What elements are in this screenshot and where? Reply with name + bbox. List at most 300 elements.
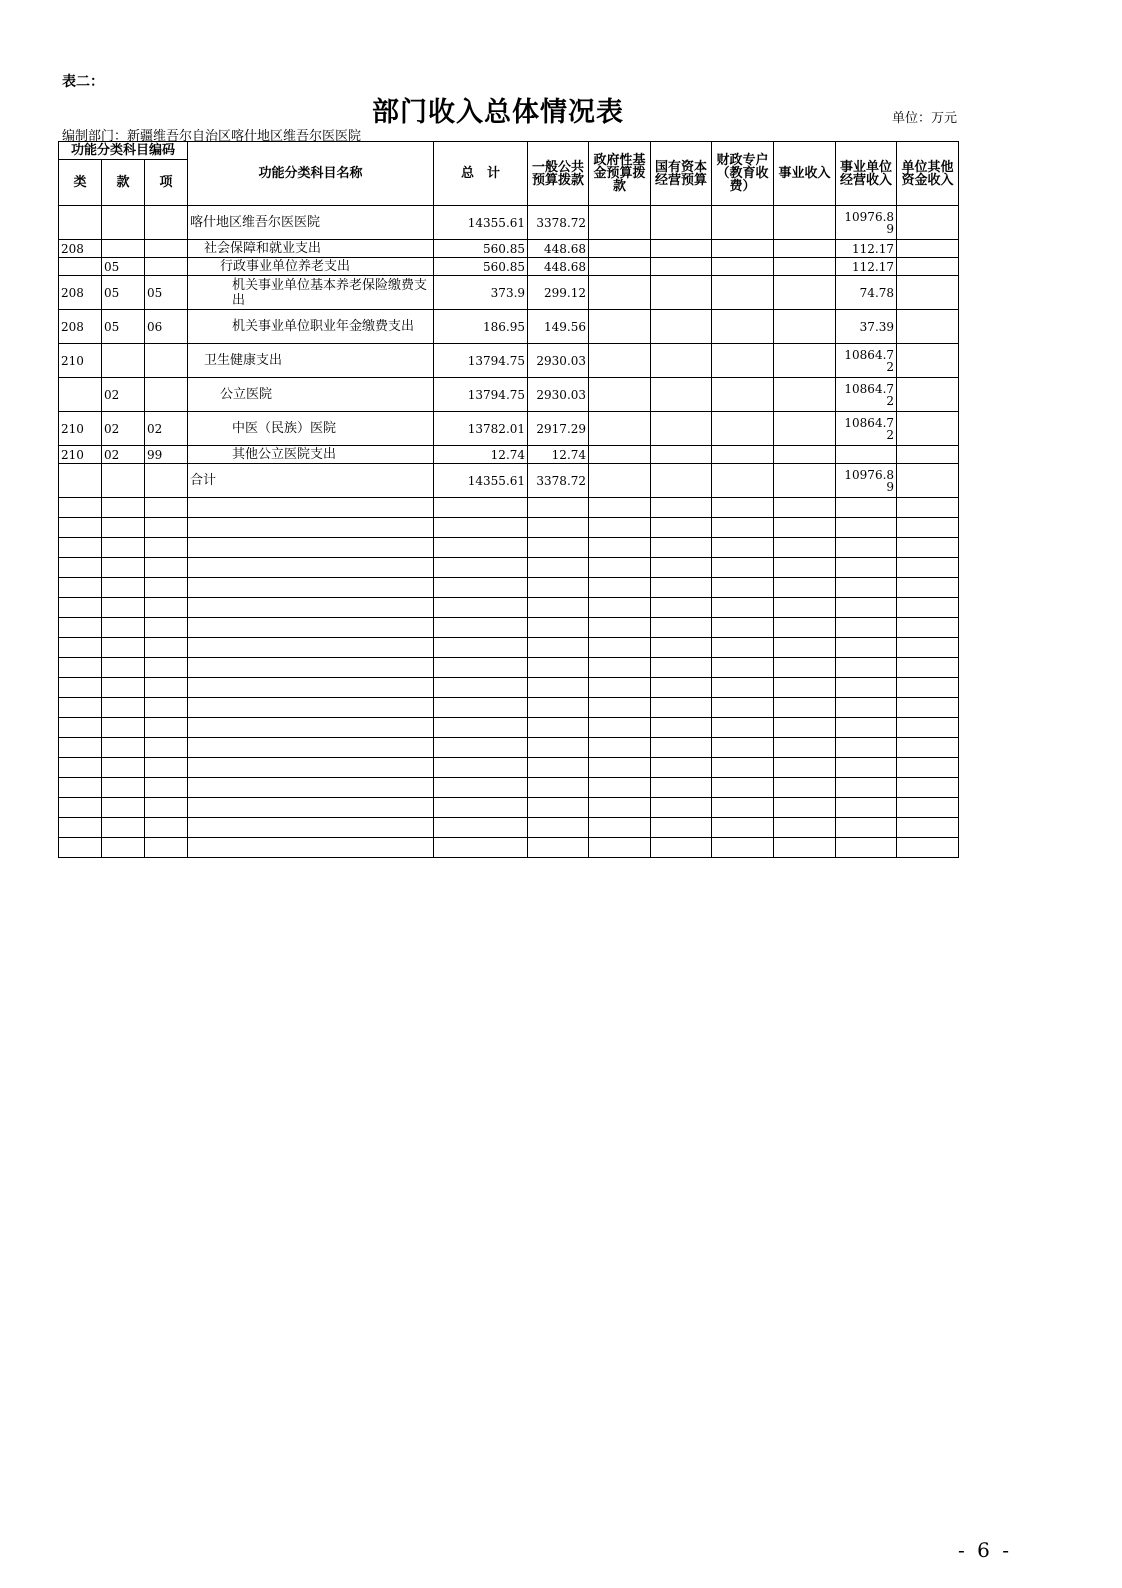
empty-cell xyxy=(59,698,102,718)
empty-cell xyxy=(188,758,434,778)
empty-cell xyxy=(897,558,959,578)
table-row xyxy=(59,310,959,344)
lei-code-cell xyxy=(59,378,102,412)
empty-cell xyxy=(59,718,102,738)
xiang-code-cell xyxy=(145,258,188,276)
xiang-code-cell xyxy=(145,464,188,498)
empty-cell xyxy=(651,578,712,598)
empty-cell xyxy=(589,818,651,838)
business-operation-cell: 10864.72 xyxy=(836,412,897,446)
empty-cell xyxy=(59,818,102,838)
empty-cell xyxy=(434,738,528,758)
empty-cell xyxy=(651,838,712,858)
empty-table-row xyxy=(59,518,959,538)
empty-cell xyxy=(712,678,774,698)
empty-cell xyxy=(836,718,897,738)
empty-table-row xyxy=(59,678,959,698)
empty-cell xyxy=(651,538,712,558)
fiscal-special-column-header: 财政专户（教育收费） xyxy=(712,142,774,206)
empty-cell xyxy=(528,498,589,518)
empty-cell xyxy=(774,738,836,758)
lei-code-cell: 210 xyxy=(59,344,102,378)
empty-cell xyxy=(528,678,589,698)
empty-cell xyxy=(836,698,897,718)
empty-cell xyxy=(102,678,145,698)
empty-cell xyxy=(651,698,712,718)
empty-cell xyxy=(836,618,897,638)
other-funds-cell xyxy=(897,412,959,446)
business-operation-cell: 74.78 xyxy=(836,276,897,310)
empty-cell xyxy=(102,738,145,758)
state-capital-cell xyxy=(651,206,712,240)
page-title: 部门收入总体情况表 xyxy=(372,97,624,128)
total-cell: 560.85 xyxy=(434,258,528,276)
empty-cell xyxy=(589,838,651,858)
business-operation-column-header: 事业单位经营收入 xyxy=(836,142,897,206)
empty-cell xyxy=(102,538,145,558)
empty-cell xyxy=(528,758,589,778)
gov-fund-cell xyxy=(589,344,651,378)
empty-cell xyxy=(528,778,589,798)
other-funds-cell xyxy=(897,464,959,498)
empty-cell xyxy=(651,818,712,838)
empty-cell xyxy=(712,578,774,598)
empty-cell xyxy=(897,818,959,838)
empty-cell xyxy=(712,738,774,758)
name-column-header: 功能分类科目名称 xyxy=(188,142,434,206)
business-income-cell xyxy=(774,240,836,258)
total-cell: 13794.75 xyxy=(434,378,528,412)
business-operation-cell xyxy=(836,446,897,464)
empty-cell xyxy=(188,538,434,558)
empty-cell xyxy=(434,678,528,698)
empty-cell xyxy=(145,818,188,838)
empty-cell xyxy=(59,618,102,638)
empty-cell xyxy=(188,638,434,658)
total-cell: 13794.75 xyxy=(434,344,528,378)
empty-cell xyxy=(589,618,651,638)
empty-cell xyxy=(774,618,836,638)
empty-cell xyxy=(836,738,897,758)
empty-cell xyxy=(712,798,774,818)
empty-cell xyxy=(897,618,959,638)
kuan-code-cell: 02 xyxy=(102,412,145,446)
empty-cell xyxy=(589,678,651,698)
empty-cell xyxy=(188,558,434,578)
empty-cell xyxy=(589,698,651,718)
total-column-header: 总 计 xyxy=(434,142,528,206)
subject-name-cell: 行政事业单位养老支出 xyxy=(188,258,434,276)
business-income-column-header: 事业收入 xyxy=(774,142,836,206)
empty-cell xyxy=(774,598,836,618)
empty-cell xyxy=(145,538,188,558)
xiang-code-cell: 02 xyxy=(145,412,188,446)
other-funds-cell xyxy=(897,240,959,258)
state-capital-cell xyxy=(651,412,712,446)
state-capital-cell xyxy=(651,310,712,344)
total-cell: 373.9 xyxy=(434,276,528,310)
empty-cell xyxy=(528,558,589,578)
empty-cell xyxy=(897,518,959,538)
empty-cell xyxy=(589,498,651,518)
xiang-code-cell: 99 xyxy=(145,446,188,464)
code-group-header: 功能分类科目编码 xyxy=(59,142,188,160)
xiang-code-cell: 05 xyxy=(145,276,188,310)
business-income-cell xyxy=(774,344,836,378)
state-capital-cell xyxy=(651,446,712,464)
subject-name-cell: 社会保障和就业支出 xyxy=(188,240,434,258)
empty-cell xyxy=(589,718,651,738)
empty-cell xyxy=(712,598,774,618)
state-capital-cell xyxy=(651,258,712,276)
empty-cell xyxy=(434,658,528,678)
total-cell: 560.85 xyxy=(434,240,528,258)
empty-cell xyxy=(589,738,651,758)
empty-cell xyxy=(145,598,188,618)
business-income-cell xyxy=(774,464,836,498)
empty-cell xyxy=(188,698,434,718)
empty-table-row xyxy=(59,818,959,838)
fiscal-special-cell xyxy=(712,258,774,276)
income-summary-table xyxy=(58,141,959,858)
business-income-cell xyxy=(774,276,836,310)
empty-cell xyxy=(897,738,959,758)
xiang-code-cell xyxy=(145,344,188,378)
other-funds-cell xyxy=(897,258,959,276)
other-funds-cell xyxy=(897,446,959,464)
empty-cell xyxy=(589,598,651,618)
empty-cell xyxy=(897,678,959,698)
business-income-cell xyxy=(774,446,836,464)
empty-cell xyxy=(102,498,145,518)
kuan-code-cell: 02 xyxy=(102,378,145,412)
business-income-cell xyxy=(774,206,836,240)
empty-cell xyxy=(774,818,836,838)
empty-cell xyxy=(59,758,102,778)
empty-cell xyxy=(434,498,528,518)
empty-cell xyxy=(774,658,836,678)
empty-cell xyxy=(145,778,188,798)
empty-cell xyxy=(145,518,188,538)
empty-table-row xyxy=(59,498,959,518)
empty-cell xyxy=(528,698,589,718)
table-row xyxy=(59,258,959,276)
empty-cell xyxy=(59,838,102,858)
gov-fund-column-header: 政府性基金预算拨款 xyxy=(589,142,651,206)
empty-cell xyxy=(434,818,528,838)
empty-cell xyxy=(188,798,434,818)
empty-table-row xyxy=(59,738,959,758)
empty-cell xyxy=(774,558,836,578)
empty-cell xyxy=(434,618,528,638)
other-funds-cell xyxy=(897,206,959,240)
empty-cell xyxy=(897,598,959,618)
subject-name-cell: 卫生健康支出 xyxy=(188,344,434,378)
empty-cell xyxy=(102,578,145,598)
empty-cell xyxy=(434,638,528,658)
business-operation-cell: 10864.72 xyxy=(836,344,897,378)
table-row xyxy=(59,206,959,240)
empty-cell xyxy=(897,758,959,778)
empty-cell xyxy=(528,538,589,558)
subject-name-cell: 机关事业单位职业年金缴费支出 xyxy=(188,310,434,344)
empty-cell xyxy=(145,638,188,658)
other-funds-cell xyxy=(897,276,959,310)
empty-cell xyxy=(589,558,651,578)
empty-cell xyxy=(712,718,774,738)
empty-cell xyxy=(836,498,897,518)
lei-code-cell: 208 xyxy=(59,276,102,310)
empty-cell xyxy=(651,778,712,798)
empty-table-row xyxy=(59,578,959,598)
empty-cell xyxy=(188,598,434,618)
empty-cell xyxy=(651,678,712,698)
empty-cell xyxy=(188,518,434,538)
empty-cell xyxy=(712,778,774,798)
subject-name-cell: 其他公立医院支出 xyxy=(188,446,434,464)
empty-table-row xyxy=(59,658,959,678)
empty-cell xyxy=(102,718,145,738)
empty-cell xyxy=(897,718,959,738)
empty-cell xyxy=(188,718,434,738)
gov-fund-cell xyxy=(589,378,651,412)
state-capital-cell xyxy=(651,464,712,498)
table-row xyxy=(59,378,959,412)
empty-cell xyxy=(836,658,897,678)
empty-cell xyxy=(59,558,102,578)
empty-cell xyxy=(188,578,434,598)
empty-cell xyxy=(434,798,528,818)
general-public-cell: 448.68 xyxy=(528,240,589,258)
total-cell: 14355.61 xyxy=(434,464,528,498)
empty-cell xyxy=(102,838,145,858)
empty-cell xyxy=(836,838,897,858)
subject-name-cell: 中医（民族）医院 xyxy=(188,412,434,446)
empty-cell xyxy=(528,838,589,858)
business-income-cell xyxy=(774,412,836,446)
empty-cell xyxy=(651,738,712,758)
empty-cell xyxy=(774,698,836,718)
empty-cell xyxy=(836,578,897,598)
subject-name-cell: 公立医院 xyxy=(188,378,434,412)
general-public-cell: 448.68 xyxy=(528,258,589,276)
empty-cell xyxy=(434,558,528,578)
other-funds-cell xyxy=(897,310,959,344)
kuan-code-cell: 05 xyxy=(102,258,145,276)
empty-cell xyxy=(528,818,589,838)
kuan-code-cell: 05 xyxy=(102,276,145,310)
empty-cell xyxy=(836,798,897,818)
state-capital-cell xyxy=(651,240,712,258)
empty-table-row xyxy=(59,718,959,738)
general-public-cell: 3378.72 xyxy=(528,464,589,498)
empty-cell xyxy=(59,738,102,758)
fiscal-special-cell xyxy=(712,446,774,464)
empty-cell xyxy=(589,538,651,558)
empty-cell xyxy=(836,818,897,838)
empty-cell xyxy=(188,678,434,698)
empty-cell xyxy=(651,558,712,578)
fiscal-special-cell xyxy=(712,464,774,498)
empty-cell xyxy=(528,718,589,738)
empty-cell xyxy=(836,678,897,698)
empty-cell xyxy=(774,518,836,538)
empty-cell xyxy=(589,518,651,538)
kuan-code-cell xyxy=(102,464,145,498)
empty-cell xyxy=(836,518,897,538)
business-income-cell xyxy=(774,258,836,276)
empty-cell xyxy=(102,558,145,578)
empty-cell xyxy=(589,758,651,778)
empty-cell xyxy=(102,618,145,638)
table-row xyxy=(59,344,959,378)
empty-cell xyxy=(59,498,102,518)
empty-cell xyxy=(188,738,434,758)
total-cell: 14355.61 xyxy=(434,206,528,240)
gov-fund-cell xyxy=(589,464,651,498)
empty-cell xyxy=(651,718,712,738)
empty-cell xyxy=(528,798,589,818)
empty-cell xyxy=(712,618,774,638)
empty-cell xyxy=(528,598,589,618)
empty-cell xyxy=(145,758,188,778)
empty-cell xyxy=(712,818,774,838)
xiang-column-header: 项 xyxy=(145,160,188,206)
kuan-code-cell: 02 xyxy=(102,446,145,464)
empty-cell xyxy=(651,798,712,818)
empty-table-row xyxy=(59,638,959,658)
empty-table-row xyxy=(59,698,959,718)
subject-name-cell: 合计 xyxy=(188,464,434,498)
table-row xyxy=(59,412,959,446)
fiscal-special-cell xyxy=(712,206,774,240)
state-capital-column-header: 国有资本经营预算 xyxy=(651,142,712,206)
empty-cell xyxy=(102,658,145,678)
empty-table-row xyxy=(59,778,959,798)
lei-column-header: 类 xyxy=(59,160,102,206)
kuan-code-cell xyxy=(102,240,145,258)
empty-table-row xyxy=(59,758,959,778)
empty-cell xyxy=(59,658,102,678)
empty-cell xyxy=(102,778,145,798)
other-funds-cell xyxy=(897,378,959,412)
general-public-cell: 149.56 xyxy=(528,310,589,344)
kuan-code-cell xyxy=(102,206,145,240)
empty-cell xyxy=(434,538,528,558)
empty-cell xyxy=(774,778,836,798)
empty-cell xyxy=(712,518,774,538)
empty-cell xyxy=(589,778,651,798)
empty-cell xyxy=(188,838,434,858)
empty-cell xyxy=(188,658,434,678)
gov-fund-cell xyxy=(589,412,651,446)
page-number: - 6 - xyxy=(958,1538,1012,1562)
business-operation-cell: 10976.89 xyxy=(836,464,897,498)
empty-cell xyxy=(897,538,959,558)
empty-cell xyxy=(434,598,528,618)
fiscal-special-cell xyxy=(712,412,774,446)
state-capital-cell xyxy=(651,344,712,378)
kuan-code-cell xyxy=(102,344,145,378)
xiang-code-cell xyxy=(145,206,188,240)
empty-cell xyxy=(589,658,651,678)
fiscal-special-cell xyxy=(712,378,774,412)
empty-cell xyxy=(897,498,959,518)
empty-cell xyxy=(836,538,897,558)
general-public-cell: 3378.72 xyxy=(528,206,589,240)
empty-cell xyxy=(897,638,959,658)
empty-cell xyxy=(434,758,528,778)
empty-cell xyxy=(102,798,145,818)
empty-cell xyxy=(145,678,188,698)
state-capital-cell xyxy=(651,276,712,310)
empty-cell xyxy=(836,558,897,578)
business-income-cell xyxy=(774,310,836,344)
empty-cell xyxy=(774,498,836,518)
fiscal-special-cell xyxy=(712,240,774,258)
lei-code-cell: 210 xyxy=(59,412,102,446)
empty-cell xyxy=(774,538,836,558)
general-public-column-header: 一般公共预算拨款 xyxy=(528,142,589,206)
business-operation-cell: 10976.89 xyxy=(836,206,897,240)
empty-cell xyxy=(102,698,145,718)
empty-cell xyxy=(102,598,145,618)
empty-cell xyxy=(528,738,589,758)
business-income-cell xyxy=(774,378,836,412)
lei-code-cell: 208 xyxy=(59,240,102,258)
empty-cell xyxy=(59,578,102,598)
empty-table-row xyxy=(59,598,959,618)
empty-cell xyxy=(712,558,774,578)
unit-label: 单位：万元 xyxy=(892,111,958,126)
empty-cell xyxy=(59,598,102,618)
empty-cell xyxy=(651,498,712,518)
empty-cell xyxy=(145,558,188,578)
empty-cell xyxy=(528,618,589,638)
empty-cell xyxy=(102,818,145,838)
business-operation-cell: 112.17 xyxy=(836,258,897,276)
total-cell: 13782.01 xyxy=(434,412,528,446)
fiscal-special-cell xyxy=(712,310,774,344)
empty-table-row xyxy=(59,538,959,558)
fiscal-special-cell xyxy=(712,276,774,310)
empty-cell xyxy=(589,638,651,658)
empty-cell xyxy=(712,658,774,678)
empty-cell xyxy=(145,498,188,518)
empty-table-row xyxy=(59,838,959,858)
gov-fund-cell xyxy=(589,240,651,258)
general-public-cell: 12.74 xyxy=(528,446,589,464)
empty-cell xyxy=(712,758,774,778)
empty-cell xyxy=(651,518,712,538)
empty-cell xyxy=(897,798,959,818)
table-row xyxy=(59,464,959,498)
table-row xyxy=(59,446,959,464)
lei-code-cell xyxy=(59,258,102,276)
empty-cell xyxy=(651,618,712,638)
state-capital-cell xyxy=(651,378,712,412)
business-operation-cell: 112.17 xyxy=(836,240,897,258)
general-public-cell: 299.12 xyxy=(528,276,589,310)
empty-cell xyxy=(897,698,959,718)
empty-cell xyxy=(188,818,434,838)
subject-name-cell: 喀什地区维吾尔医医院 xyxy=(188,206,434,240)
empty-cell xyxy=(188,498,434,518)
empty-cell xyxy=(434,778,528,798)
empty-cell xyxy=(59,638,102,658)
empty-cell xyxy=(434,838,528,858)
lei-code-cell xyxy=(59,206,102,240)
